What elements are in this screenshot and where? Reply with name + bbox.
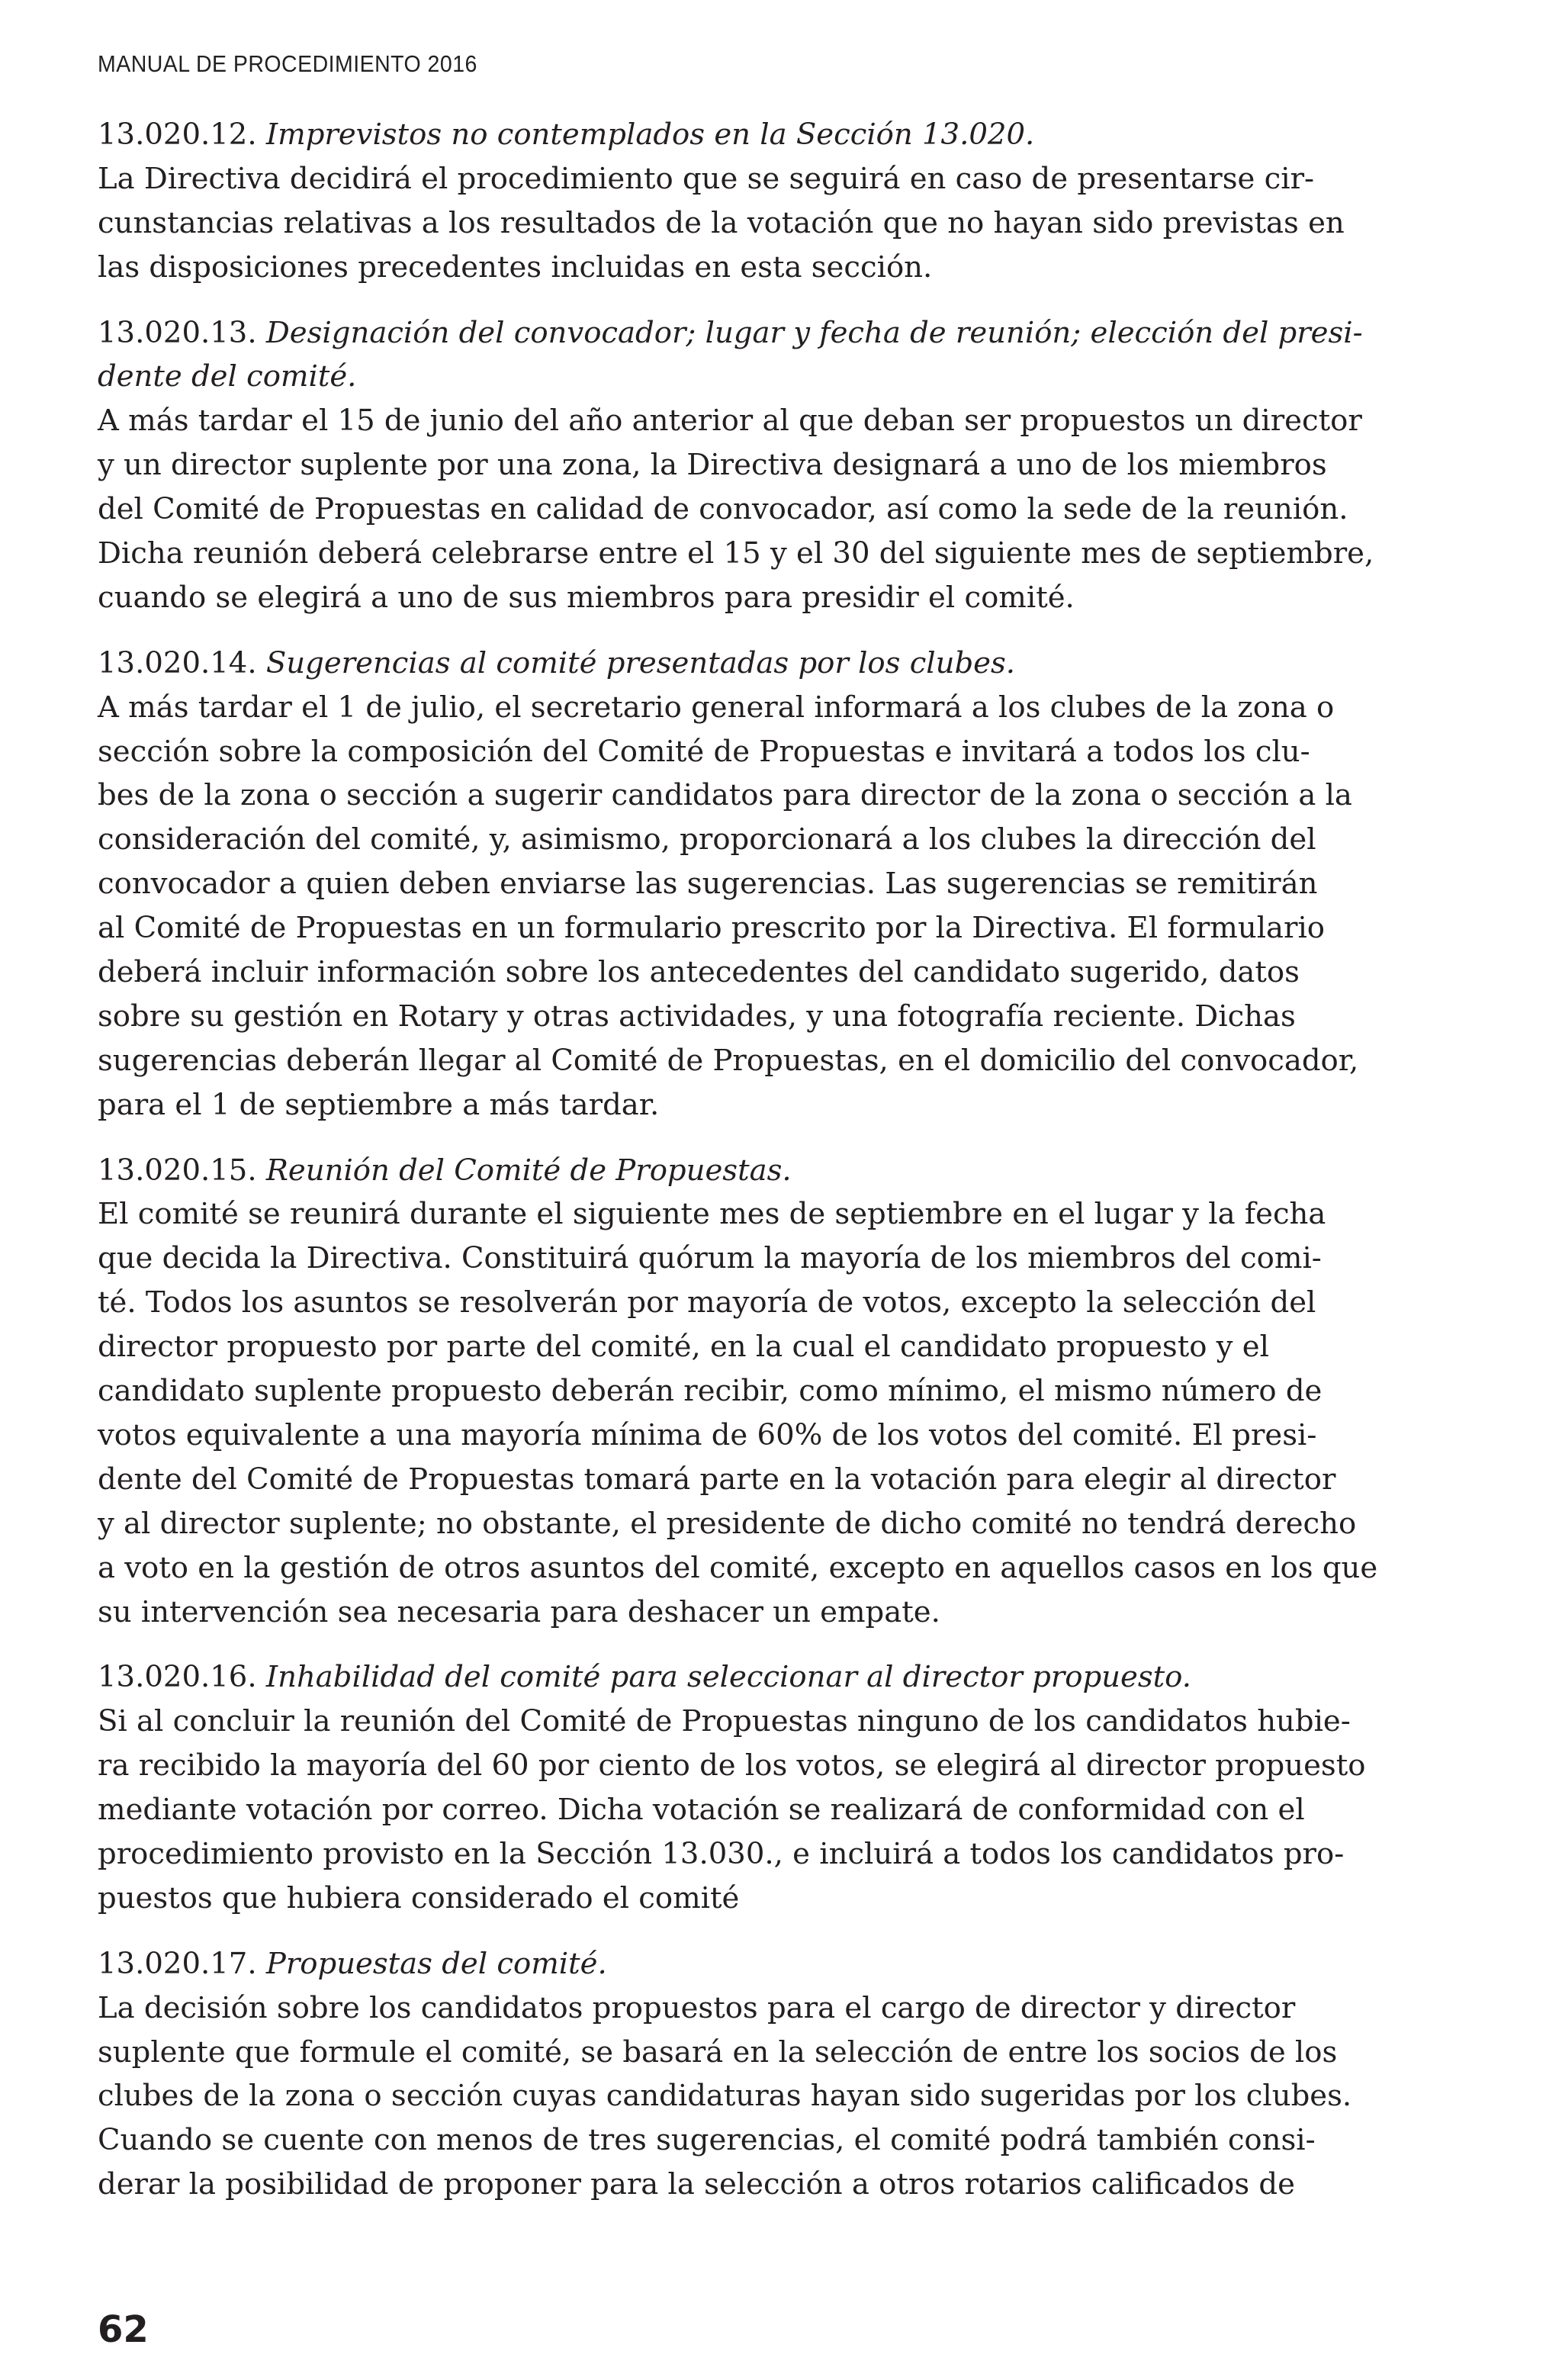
body-text-line: al Comité de Propuestas en un formulario prescrito por la Directiva. El formulario: [98, 911, 1326, 946]
body-text-line: cunstancias relativas a los resultados de la votación que no hayan sido previstas en: [98, 205, 1345, 240]
body-text-line: sobre su gestión en Rotary y otras actividades, y una fotografía reciente. Dichas: [98, 999, 1296, 1034]
section-number: 13.020.14.: [98, 645, 257, 680]
body-text-line: La decisión sobre los candidatos propuestos para el cargo de director y director: [98, 1990, 1296, 2025]
section-heading: [98, 113, 1409, 157]
body-text-line: a voto en la gestión de otros asuntos del comité, excepto en aquellos casos en los que: [98, 1550, 1378, 1585]
body-text-line: su intervención sea necesaria para deshacer un empate.: [98, 1594, 940, 1629]
section-heading: [98, 1942, 1409, 1986]
body-text-line: ra recibido la mayoría del 60 por ciento de los votos, se elegirá al director propuesto: [98, 1748, 1366, 1783]
body-text-line: sección sobre la composición del Comité de Propuestas e invitará a todos los clu-: [98, 734, 1310, 769]
body-text-line: que decida la Directiva. Constituirá quórum la mayoría de los miembros del comi-: [98, 1241, 1322, 1276]
page-number: 62: [98, 2308, 149, 2351]
section-heading: [98, 355, 1409, 399]
body-text-line: dente del Comité de Propuestas tomará parte en la votación para elegir al director: [98, 1462, 1336, 1497]
body-text-line: puestos que hubiera considerado el comité: [98, 1880, 740, 1915]
body-text-line: procedimiento provisto en la Sección 13.030., e incluirá a todos los candidatos pro-: [98, 1836, 1345, 1871]
body-text-line: consideración del comité, y, asimismo, proporcionará a los clubes la dirección del: [98, 822, 1316, 857]
section-number: 13.020.16.: [98, 1660, 257, 1695]
body-text-line: Dicha reunión deberá celebrarse entre el 15 y el 30 del siguiente mes de septiembre,: [98, 536, 1374, 571]
body-text-line: té. Todos los asuntos se resolverán por mayoría de votos, excepto la selección del: [98, 1285, 1316, 1320]
body-text-line: y al director suplente; no obstante, el presidente de dicho comité no tendrá derecho: [98, 1506, 1357, 1541]
body-text-line: votos equivalente a una mayoría mínima de 60% de los votos del comité. El presi-: [98, 1417, 1317, 1452]
body-text-line: bes de la zona o sección a sugerir candidatos para director de la zona o sección a la: [98, 778, 1352, 813]
section-number: 13.020.17.: [98, 1946, 257, 1981]
section-title: Designación del convocador; lugar y fecha de reunión; elección del presi-: [265, 315, 1363, 350]
body-text-line: clubes de la zona o sección cuyas candidaturas hayan sido sugeridas por los clubes.: [98, 2079, 1352, 2114]
body-text-line: El comité se reunirá durante el siguiente mes de septiembre en el lugar y la fecha: [98, 1197, 1326, 1232]
section-heading: [98, 1655, 1409, 1700]
section-title: dente del comité.: [98, 359, 357, 394]
body-text-line: derar la posibilidad de proponer para la selección a otros rotarios calificados de: [98, 2167, 1295, 2202]
body-text-line: mediante votación por correo. Dicha votación se realizará de conformidad con el: [98, 1793, 1305, 1828]
body-text-line: Si al concluir la reunión del Comité de Propuestas ninguno de los candidatos hubie-: [98, 1704, 1351, 1739]
section-13-020-14: [98, 642, 1409, 1127]
section-heading: [98, 1149, 1409, 1193]
section-number: 13.020.12.: [98, 117, 257, 152]
section-title: Propuestas del comité.: [265, 1946, 607, 1981]
body-text-line: deberá incluir información sobre los antecedentes del candidato sugerido, datos: [98, 955, 1300, 990]
body-text-line: A más tardar el 1 de julio, el secretario general informará a los clubes de la zona o: [98, 690, 1335, 725]
document-body: [98, 113, 1409, 2228]
body-text-line: para el 1 de septiembre a más tardar.: [98, 1087, 660, 1122]
body-text-line: convocador a quien deben enviarse las sugerencias. Las sugerencias se remitirán: [98, 867, 1318, 902]
body-text-line: director propuesto por parte del comité, en la cual el candidato propuesto y el: [98, 1330, 1269, 1365]
body-text-line: del Comité de Propuestas en calidad de convocador, así como la sede de la reunión.: [98, 492, 1348, 527]
body-text-line: sugerencias deberán llegar al Comité de Propuestas, en el domicilio del convocador,: [98, 1043, 1359, 1078]
section-number: 13.020.13.: [98, 315, 257, 350]
section-title: Inhabilidad del comité para seleccionar al director propuesto.: [265, 1660, 1191, 1695]
body-text-line: suplente que formule el comité, se basará en la selección de entre los socios de los: [98, 2034, 1338, 2070]
body-text-line: cuando se elegirá a uno de sus miembros para presidir el comité.: [98, 580, 1075, 615]
body-text-line: A más tardar el 15 de junio del año anterior al que deban ser propuestos un director: [98, 404, 1362, 439]
section-13-020-17: [98, 1942, 1409, 2207]
section-13-020-15: [98, 1149, 1409, 1635]
body-text-line: las disposiciones precedentes incluidas en esta sección.: [98, 249, 933, 285]
section-13-020-13: [98, 311, 1409, 620]
section-heading: [98, 311, 1409, 355]
section-number: 13.020.15.: [98, 1153, 257, 1188]
section-heading: [98, 642, 1409, 686]
body-text-line: candidato suplente propuesto deberán recibir, como mínimo, el mismo número de: [98, 1374, 1323, 1409]
running-header: MANUAL DE PROCEDIMIENTO 2016: [98, 50, 477, 77]
body-text-line: Cuando se cuente con menos de tres sugerencias, el comité podrá también consi-: [98, 2123, 1316, 2158]
section-13-020-16: [98, 1655, 1409, 1920]
section-title: Imprevistos no contemplados en la Sección 13.020.: [265, 117, 1035, 152]
section-title: Reunión del Comité de Propuestas.: [265, 1153, 792, 1188]
section-title: Sugerencias al comité presentadas por los clubes.: [265, 645, 1016, 680]
body-text-line: y un director suplente por una zona, la Directiva designará a uno de los miembros: [98, 448, 1327, 483]
section-13-020-12: [98, 113, 1409, 290]
body-text-line: La Directiva decidirá el procedimiento que se seguirá en caso de presentarse cir-: [98, 161, 1315, 196]
